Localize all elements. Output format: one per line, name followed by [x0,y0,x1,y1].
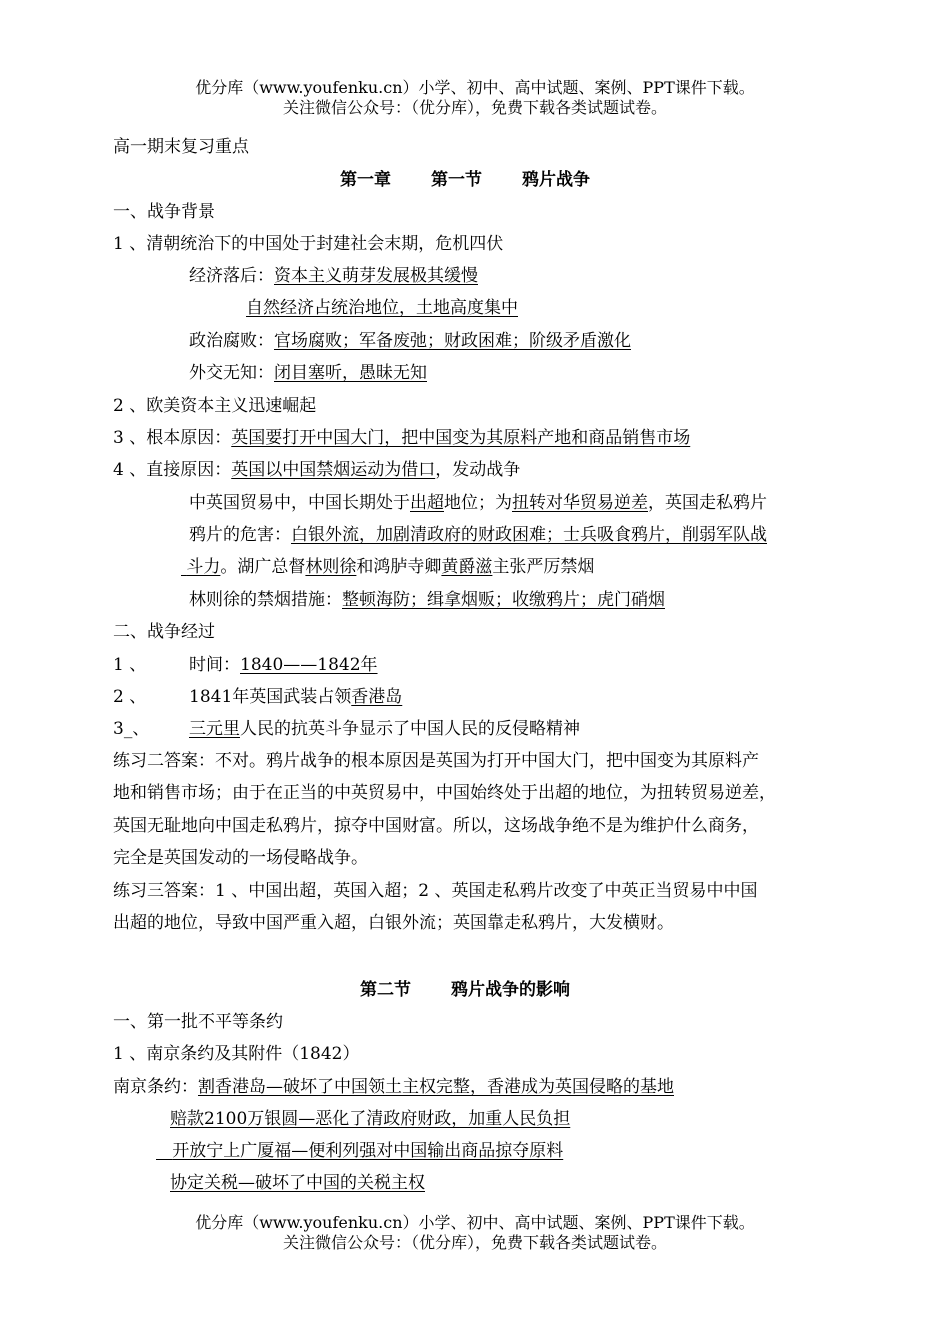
trade-line [189,492,767,514]
economy-label: 经济落后： [189,266,274,286]
exercise-3-line-1: 练习三答案：1 、中国出超，英国入超；2 、英国走私鸦片改变了中英正当贸易中中国 [113,881,758,901]
harm-points: 白银外流，加剧清政府的财政困难；士兵吸食鸦片，削弱军队战 [291,525,767,545]
item-3-label: 3 、根本原因： [113,428,232,448]
nanjing-term-4: 协定关税—破坏了中国的关税主权 [170,1173,425,1193]
lin-measures-label: 林则徐的禁烟措施： [189,590,342,610]
item-3 [113,427,690,449]
trade-text-c: ，英国走私鸦片 [648,493,767,513]
nanjing-line-4 [170,1172,425,1194]
item-4-rest: ，发动战争 [435,460,521,480]
harm-text-a: 。湖广总督 [220,557,306,577]
diplomacy-label: 外交无知： [189,363,274,383]
lin-measures-line [189,589,665,611]
process-1-num: 1 、 [113,655,147,675]
hong-kong-island: 香港岛 [351,687,403,707]
harm-line [189,524,767,546]
heading-background: 一、战争背景 [113,202,215,222]
header-line-2: 关注微信公众号：（优分库），免费下载各类试题试卷。 [282,98,667,117]
process-2-text: 1841年英国武装占领 [189,687,352,707]
exercise-2-line-1: 练习二答案：不对。鸦片战争的根本原因是英国为打开中国大门，把中国变为其原料产 [113,751,759,771]
politics-label: 政治腐败： [189,331,274,351]
item-4-underlined: 英国以中国禁烟运动为借口 [231,460,436,480]
header-line-1: 优分库（www.youfenku.cn）小学、初中、高中试题、案例、PPT课件下载。 [195,78,755,97]
item-4-label: 4 、直接原因： [113,460,232,480]
harm-points-end: 斗力 [186,557,221,577]
harm-label: 鸦片的危害： [189,525,291,545]
harm-text-c: 主张严厉禁烟 [492,557,595,577]
sanyuanli: 三元里 [189,719,240,739]
section-name: 鸦片战争 [522,170,590,190]
section-2-name: 鸦片战争的影响 [451,980,570,1000]
economy-point-2-line [246,297,518,319]
heading-process: 二、战争经过 [113,622,215,642]
process-item-2 [113,686,402,708]
chapter-label: 第一章 [340,170,391,190]
economy-point-2: 自然经济占统治地位，土地高度集中 [246,298,518,318]
lin-measures: 整顿海防；缉拿烟贩；收缴鸦片；虎门硝烟 [342,590,665,610]
economy-point-1: 资本主义萌芽发展极其缓慢 [274,266,478,286]
treaty-item-1: 1 、南京条约及其附件（1842） [113,1044,360,1064]
war-period: 1840——1842年 [240,655,378,675]
huang-juezi: 黄爵滋 [441,557,493,577]
nanjing-line-3 [156,1140,563,1162]
nanjing-term-1: 割香港岛—破坏了中国领土主权完整，香港成为英国侵略的基地 [198,1077,674,1097]
diplomacy-line [189,362,427,384]
trade-text-a: 中英国贸易中，中国长期处于 [189,493,410,513]
politics-line [189,330,631,352]
trade-surplus: 出超 [410,493,444,513]
harm-text-b: 和鸿胪寺卿 [356,557,442,577]
nanjing-term-3-wrap [156,1141,563,1161]
page-header [0,78,950,118]
process-1-label: 时间： [189,655,240,675]
nanjing-line-1 [113,1076,674,1098]
process-item-1 [113,654,378,676]
heading-treaties: 一、第一批不平等条约 [113,1012,283,1032]
nanjing-term-3: 开放宁上广厦福—便利列强对中国输出商品掠夺原料 [172,1141,564,1161]
footer-line-2: 关注微信公众号：（优分库），免费下载各类试题试卷。 [282,1233,667,1252]
trade-deficit: 扭转对华贸易逆差 [512,493,648,513]
exercise-2-line-3: 英国无耻地向中国走私鸦片，掠夺中国财富。所以，这场战争绝不是为维护什么商务， [113,816,759,836]
item-2: 2 、欧美资本主义迅速崛起 [113,396,317,416]
nanjing-label: 南京条约： [113,1077,198,1097]
harm-line-2 [181,556,594,578]
item-4 [113,459,520,481]
trade-text-b: 地位；为 [444,493,512,513]
lin-zexu: 林则徐 [305,557,357,577]
footer-line-1: 优分库（www.youfenku.cn）小学、初中、高中试题、案例、PPT课件下载。 [195,1213,755,1232]
nanjing-line-2 [170,1108,570,1130]
section-label: 第一节 [431,170,482,190]
process-3-num: 3_、 [113,719,150,739]
nanjing-term-2: 赔款2100万银圆—恶化了清政府财政，加重人民负担 [170,1109,571,1129]
item-3-text: 英国要打开中国大门，把中国变为其原料产地和商品销售市场 [231,428,691,448]
exercise-3-line-2: 出超的地位，导致中国严重入超，白银外流；英国靠走私鸦片，大发横财。 [113,913,674,933]
section-2-label: 第二节 [360,980,411,1000]
chapter-1-heading [340,169,590,191]
process-2-num: 2 、 [113,687,147,707]
economy-line [189,265,478,287]
subject-title: 高一期末复习重点 [113,137,249,157]
process-3-text: 人民的抗英斗争显示了中国人民的反侵略精神 [240,719,580,739]
politics-point: 官场腐败；军备废弛；财政困难；阶级矛盾激化 [274,331,631,351]
item-1: 1 、清朝统治下的中国处于封建社会末期，危机四伏 [113,234,504,254]
harm-points-cont [181,557,220,577]
exercise-2-line-2: 地和销售市场；由于在正当的中英贸易中，中国始终处于出超的地位，为扭转贸易逆差， [113,783,776,803]
process-item-3 [113,718,580,740]
diplomacy-point: 闭目塞听，愚昧无知 [274,363,427,383]
section-2-heading [360,979,570,1001]
exercise-2-line-4: 完全是英国发动的一场侵略战争。 [113,848,368,868]
page-footer [0,1213,950,1253]
